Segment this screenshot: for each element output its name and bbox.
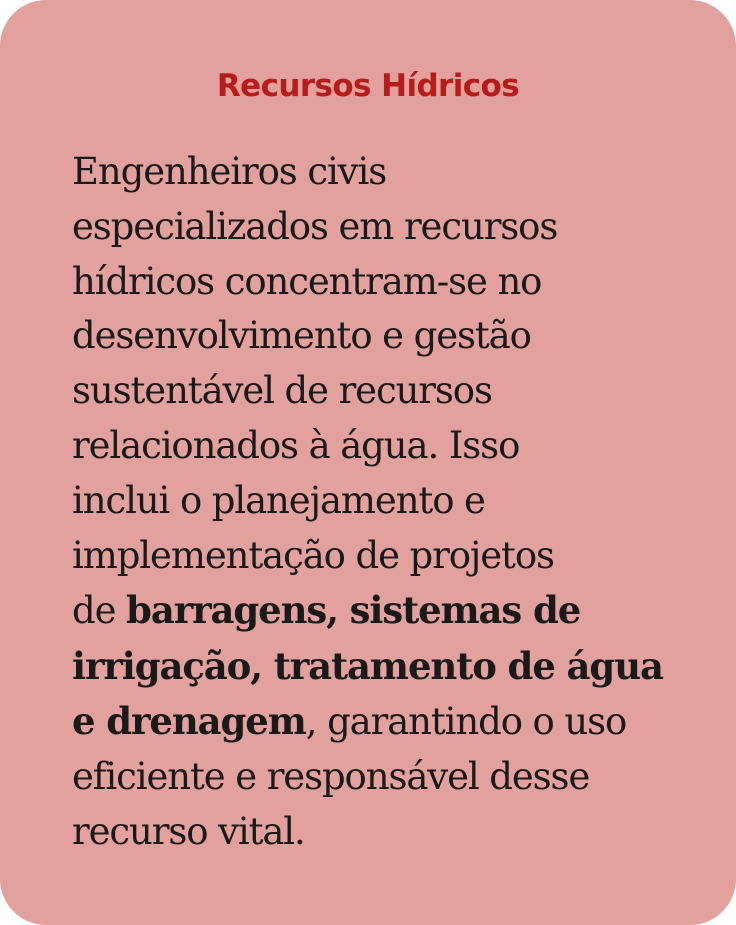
body-line-4: desenvolvimento e gestão (72, 314, 531, 358)
body-line-6: relacionados à água. Isso (72, 423, 520, 467)
body-line-9 (72, 583, 682, 639)
highlight-irrigacao: irrigação, tratamento de água (72, 644, 663, 689)
card-body (72, 145, 682, 859)
body-line-2: especializados em recursos (72, 204, 558, 248)
body-line-1: Engenheiros civis (72, 150, 387, 193)
body-line-3: hídricos concentram-se no (72, 259, 542, 303)
body-line-11 (72, 694, 682, 750)
card-title: Recursos Hídricos (216, 68, 520, 104)
highlight-drenagem: e drenagem (72, 698, 306, 743)
body-line-11-suffix: , garantindo o uso (305, 699, 627, 743)
body-line-12: eficiente e responsável desse (72, 754, 590, 798)
body-line-7: inclui o planejamento e (72, 478, 485, 522)
body-line-8: implementação de projetos (72, 533, 554, 577)
body-line-13: recurso vital. (72, 809, 305, 853)
body-line-5: sustentável de recursos (72, 369, 492, 413)
body-line-9-prefix: de (72, 589, 127, 633)
highlight-barragens: barragens, sistemas de (126, 588, 581, 633)
